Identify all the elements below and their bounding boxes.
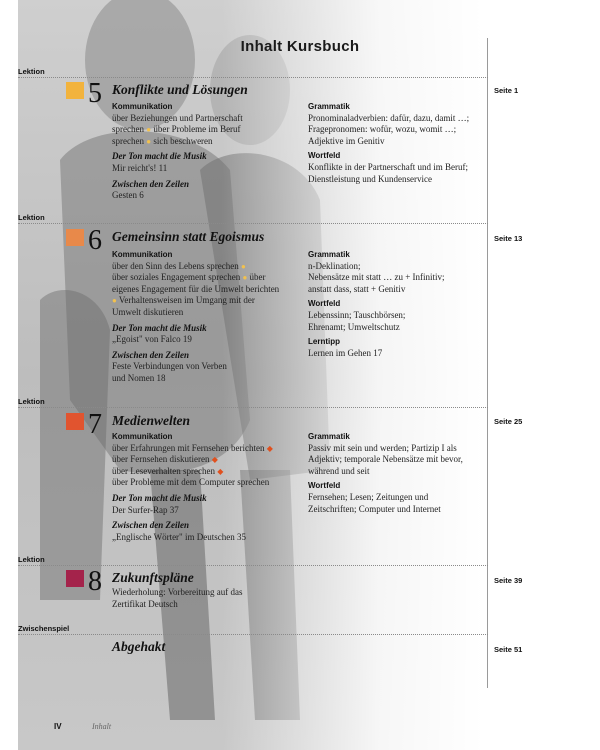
lesson-8-title[interactable]: Zukunftspläne — [112, 570, 194, 585]
entry-heading: Kommunikation — [112, 102, 173, 111]
lesson-6-label: Lektion — [18, 213, 45, 222]
lesson-5-number: 5 — [88, 78, 102, 109]
lesson-6-divider — [18, 223, 488, 224]
entry-line: sprechen ● über Probleme im Beruf — [112, 124, 241, 135]
entry-line: Lernen im Gehen 17 — [308, 347, 383, 358]
entry-line: ● Verhaltensweisen im Umgang mit der — [112, 295, 255, 306]
entry-line: Fernsehen; Lesen; Zeitungen und — [308, 491, 429, 502]
lesson-8-color-square — [66, 570, 84, 587]
entry-line: Dienstleistung und Kundenservice — [308, 173, 432, 184]
entry-heading: Lerntipp — [308, 337, 340, 347]
lesson-7-number: 7 — [88, 409, 102, 440]
page-number: IV — [54, 722, 62, 731]
entry-heading: Zwischen den Zeilen — [112, 178, 189, 189]
entry-line: und Nomen 18 — [112, 372, 166, 383]
lesson-5-page-ref[interactable]: Seite 1 — [494, 86, 519, 95]
entry-heading: Grammatik — [308, 250, 350, 259]
lesson-7-label: Lektion — [18, 397, 45, 406]
entry-line: Zeitschriften; Computer und Internet — [308, 503, 441, 514]
entry-line: „Englische Wörter" im Deutschen 35 — [112, 531, 246, 542]
entry-line: Nebensätze mit statt … zu + Infinitiv; — [308, 272, 445, 283]
entry-line: über Probleme mit dem Computer sprechen — [112, 477, 270, 488]
entry-line: Zertifikat Deutsch — [112, 598, 178, 609]
page-column-divider — [487, 38, 488, 688]
entry-heading: Der Ton macht die Musik — [112, 151, 207, 162]
zwischenspiel-divider — [18, 634, 488, 635]
entry-line: Konflikte in der Partnerschaft und im Beruf; — [308, 161, 468, 172]
entry-line: eigenes Engagement für die Umwelt berichten — [112, 283, 280, 294]
lesson-5-title[interactable]: Konflikte und Lösungen — [112, 82, 248, 97]
entry-heading: Grammatik — [308, 102, 350, 111]
lesson-6-left-column — [112, 246, 307, 385]
lesson-6-title[interactable]: Gemeinsinn statt Egoismus — [112, 229, 265, 244]
entry-line: über soziales Engagement sprechen ● über — [112, 272, 266, 283]
entry-line: anstatt dass, statt + Genitiv — [308, 283, 406, 294]
entry-heading: Wortfeld — [308, 299, 341, 309]
entry-line: Mir reicht's! 11 — [112, 162, 168, 173]
zwischenspiel-label: Zwischenspiel — [18, 624, 70, 633]
lesson-7-left-column — [112, 428, 312, 543]
lesson-5-label: Lektion — [18, 67, 45, 76]
entry-line: Der Surfer-Rap 37 — [112, 504, 179, 515]
entry-line: Feste Verbindungen von Verben — [112, 361, 227, 372]
entry-line: Pronominaladverbien: dafür, dazu, damit …; — [308, 112, 470, 123]
entry-heading: Zwischen den Zeilen — [112, 520, 189, 531]
lesson-5-left-column — [112, 98, 302, 202]
lesson-8-left-column — [112, 587, 312, 610]
zwischenspiel-page-ref[interactable]: Seite 51 — [494, 645, 523, 654]
footer-section-name: Inhalt — [92, 722, 112, 731]
lesson-8-number: 8 — [88, 566, 102, 597]
entry-heading: Wortfeld — [308, 151, 341, 161]
lesson-8-page-ref[interactable]: Seite 39 — [494, 576, 523, 585]
entry-line: Ehrenamt; Umweltschutz — [308, 321, 400, 332]
entry-line: Gesten 6 — [112, 190, 144, 201]
lesson-5-right-column — [308, 98, 486, 185]
entry-line: Fragepronomen: wofür, wozu, womit …; — [308, 124, 457, 135]
lesson-7-divider — [18, 407, 488, 408]
lesson-5-color-square — [66, 82, 84, 99]
entry-line: Umwelt diskutieren — [112, 306, 184, 317]
lesson-6-number: 6 — [88, 225, 102, 256]
entry-line: Passiv mit sein und werden; Partizip I als — [308, 442, 457, 453]
entry-line: „Egoist" von Falco 19 — [112, 334, 192, 345]
entry-heading: Zwischen den Zeilen — [112, 349, 189, 360]
lesson-7-right-column — [308, 428, 486, 515]
entry-heading: Wortfeld — [308, 481, 341, 491]
entry-line: Adjektive im Genitiv — [308, 135, 385, 146]
lesson-6-color-square — [66, 229, 84, 246]
entry-line: über Beziehungen und Partnerschaft — [112, 112, 243, 123]
entry-line: über den Sinn des Lebens sprechen ● — [112, 260, 246, 271]
entry-heading: Kommunikation — [112, 250, 173, 259]
entry-line: über Erfahrungen mit Fernsehen berichten ◆ — [112, 442, 273, 453]
page-title: Inhalt Kursbuch — [240, 38, 360, 55]
entry-line: Wiederholung: Vorbereitung auf das — [112, 587, 243, 597]
entry-line: während und seit — [308, 465, 370, 476]
lesson-8-label: Lektion — [18, 555, 45, 564]
entry-line: n-Deklination; — [308, 260, 361, 271]
entry-heading: Der Ton macht die Musik — [112, 492, 207, 503]
entry-line: über Leseverhalten sprechen ◆ — [112, 465, 224, 476]
lesson-7-page-ref[interactable]: Seite 25 — [494, 417, 523, 426]
entry-heading: Der Ton macht die Musik — [112, 322, 207, 333]
entry-line: über Fernsehen diskutieren ◆ — [112, 454, 218, 465]
entry-line: Lebenssinn; Tauschbörsen; — [308, 309, 406, 320]
lesson-6-right-column — [308, 246, 486, 359]
lesson-7-title[interactable]: Medienwelten — [112, 413, 190, 428]
entry-line: Adjektiv; temporale Nebensätze mit bevor, — [308, 454, 463, 465]
lesson-6-page-ref[interactable]: Seite 13 — [494, 234, 523, 243]
lesson-7-color-square — [66, 413, 84, 430]
entry-line: sprechen ● sich beschweren — [112, 135, 213, 146]
entry-heading: Kommunikation — [112, 432, 173, 441]
entry-heading: Grammatik — [308, 432, 350, 441]
zwischenspiel-title[interactable]: Abgehakt — [112, 639, 166, 654]
